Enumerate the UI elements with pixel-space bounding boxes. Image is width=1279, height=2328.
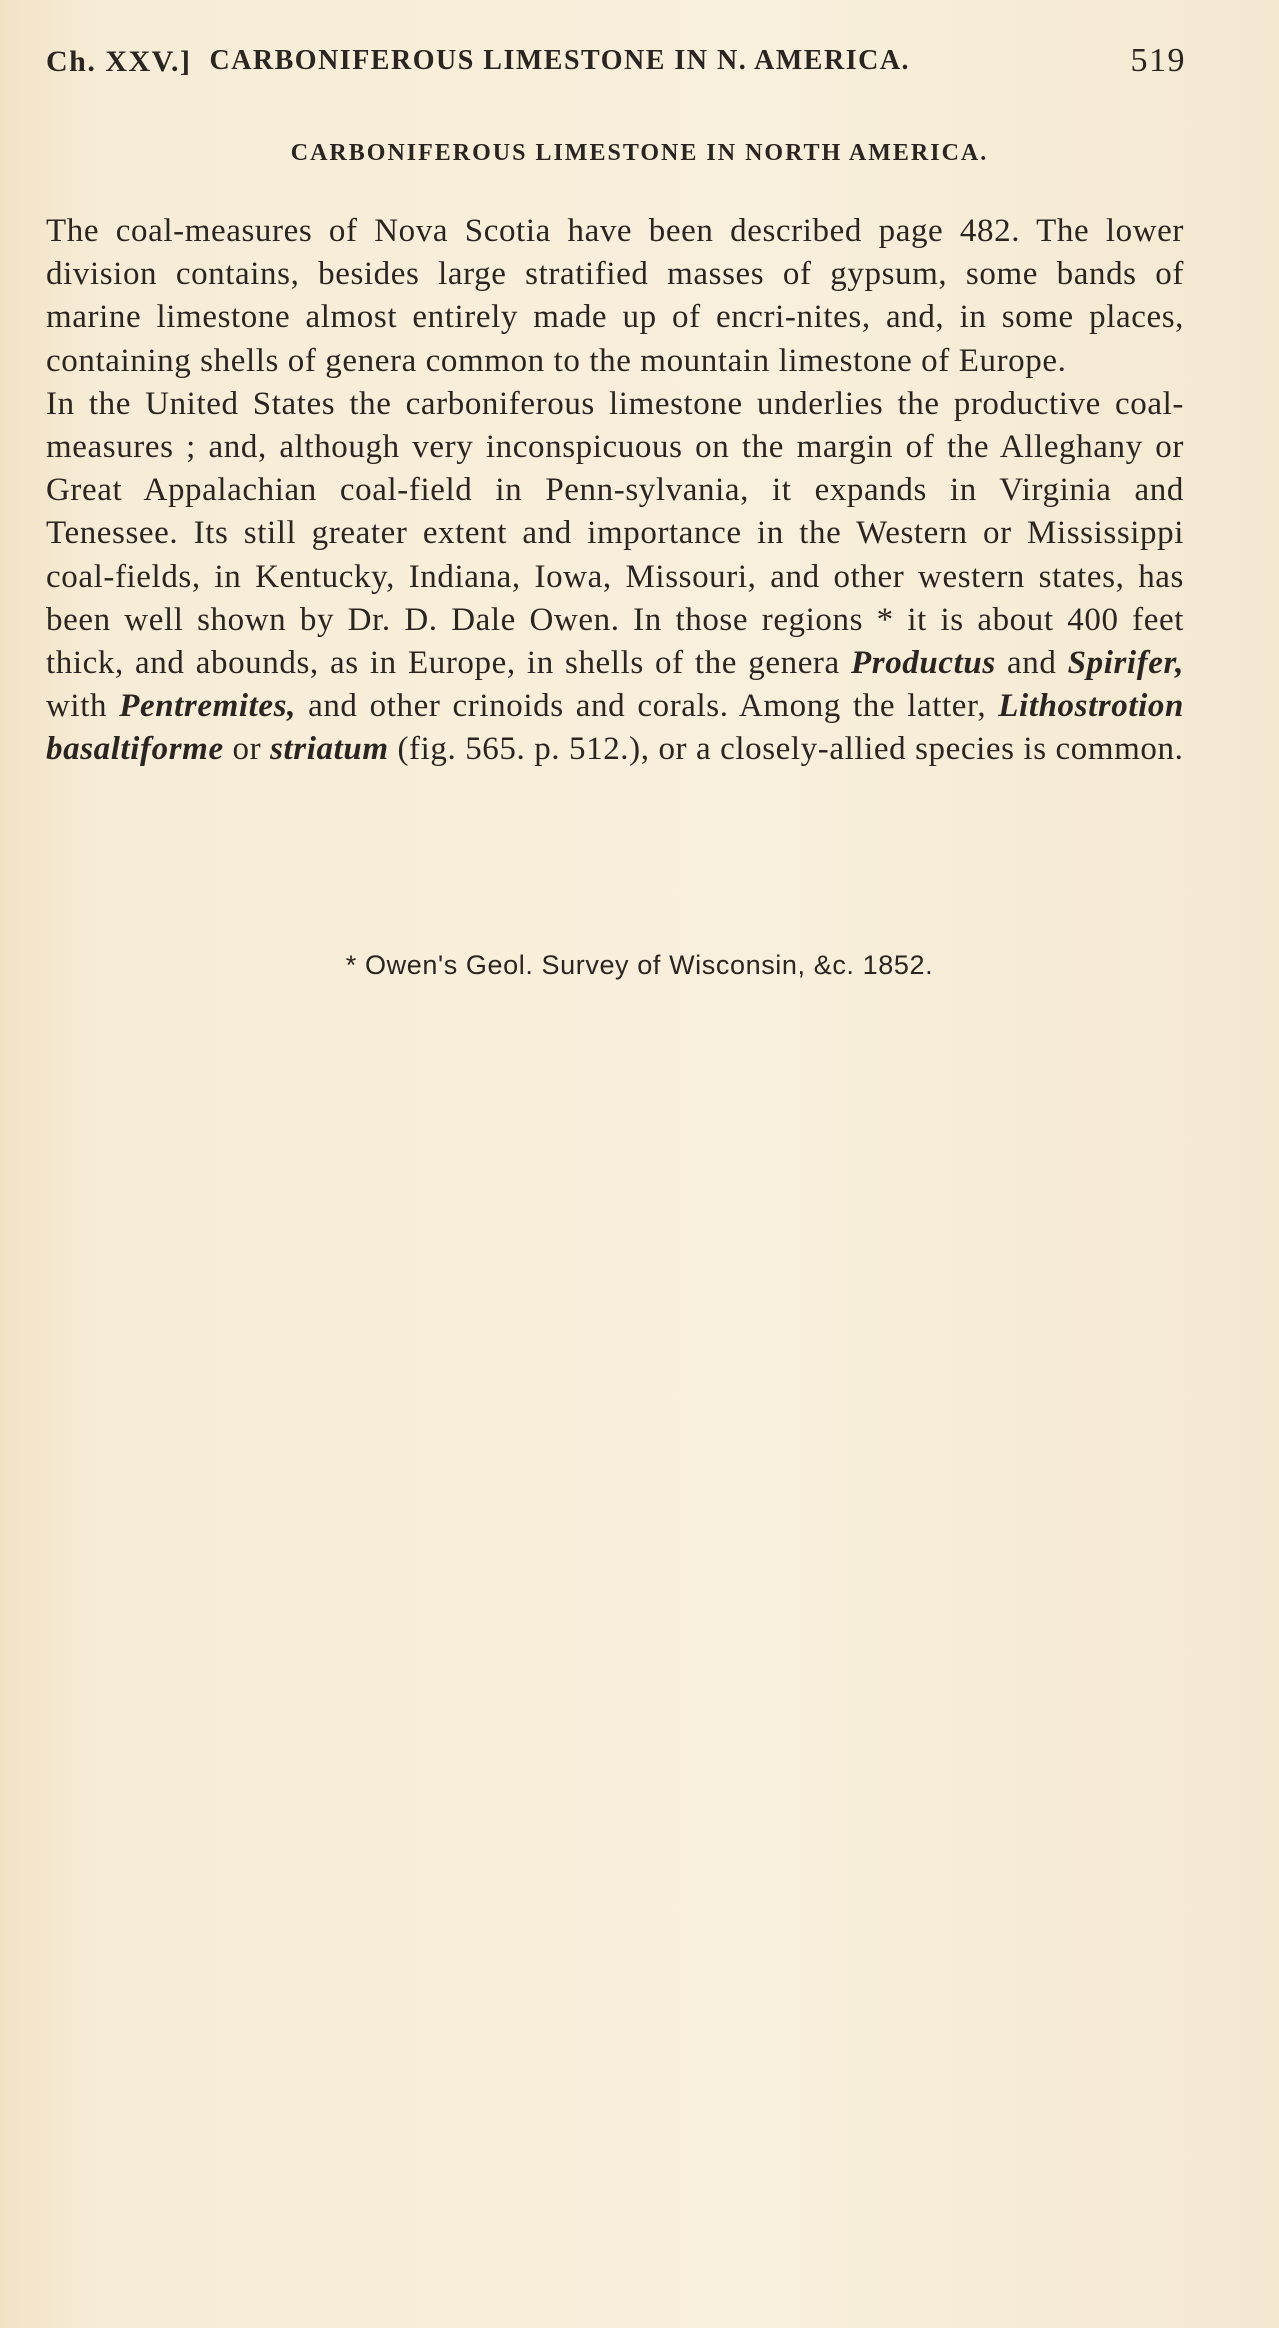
conjunction-and: and bbox=[995, 645, 1068, 682]
footnote: * Owen's Geol. Survey of Wisconsin, &c. 1852. bbox=[345, 950, 934, 980]
running-head bbox=[46, 42, 1186, 82]
genus-productus: Productus bbox=[851, 645, 996, 682]
section-heading: CARBONIFEROUS LIMESTONE IN NORTH AMERICA. bbox=[290, 140, 989, 166]
genus-pentremites: Pentremites, bbox=[119, 688, 296, 725]
paragraph-2-text-2: and other crinoids and corals. Among the latter, bbox=[295, 688, 999, 725]
running-head-left bbox=[46, 45, 910, 79]
page-number: 519 bbox=[1130, 42, 1186, 79]
paragraph-2-text-1: In the United States the carboniferous limestone underlies the productive coal-measures ; and, although very inconspicuous on the margin of the Alleghany or Great Appalachian coal-field in Penn-sylvania, it expands in Virginia and Tenessee. Its still greater extent and importance in the Western or Mississippi coal-fields, in Kentucky, Indiana, Iowa, Missouri, and other western states, has been well shown by Dr. D. Dale Owen. In those regions * it is about 400 feet thick, and abounds, as in Europe, in shells of the genera bbox=[46, 385, 1184, 682]
word-with: with bbox=[46, 688, 120, 725]
word-or: or bbox=[223, 731, 271, 768]
species-striatum: striatum bbox=[270, 731, 389, 768]
genus-spirifer: Spirifer, bbox=[1067, 645, 1184, 682]
running-head-title: CARBONIFEROUS LIMESTONE IN N. AMERICA. bbox=[209, 45, 911, 76]
paragraph-2-text-3: (fig. 565. p. 512.), or a closely-allied species is common. bbox=[388, 731, 1184, 768]
paragraph-1: The coal-measures of Nova Scotia have been described page 482. The lower division contains, besides large stratified masses of gypsum, some bands of marine limestone almost entirely made up of encri-nites, and, in some places, containing shells of genera common to the mountain limestone of Europe. bbox=[46, 213, 1184, 379]
species-lithostrotion: Lithostrotion basaltiforme bbox=[46, 688, 1184, 768]
paragraph-2 bbox=[46, 383, 1184, 772]
body-text bbox=[46, 210, 1184, 772]
chapter-label: Ch. XXV.] bbox=[46, 45, 192, 78]
